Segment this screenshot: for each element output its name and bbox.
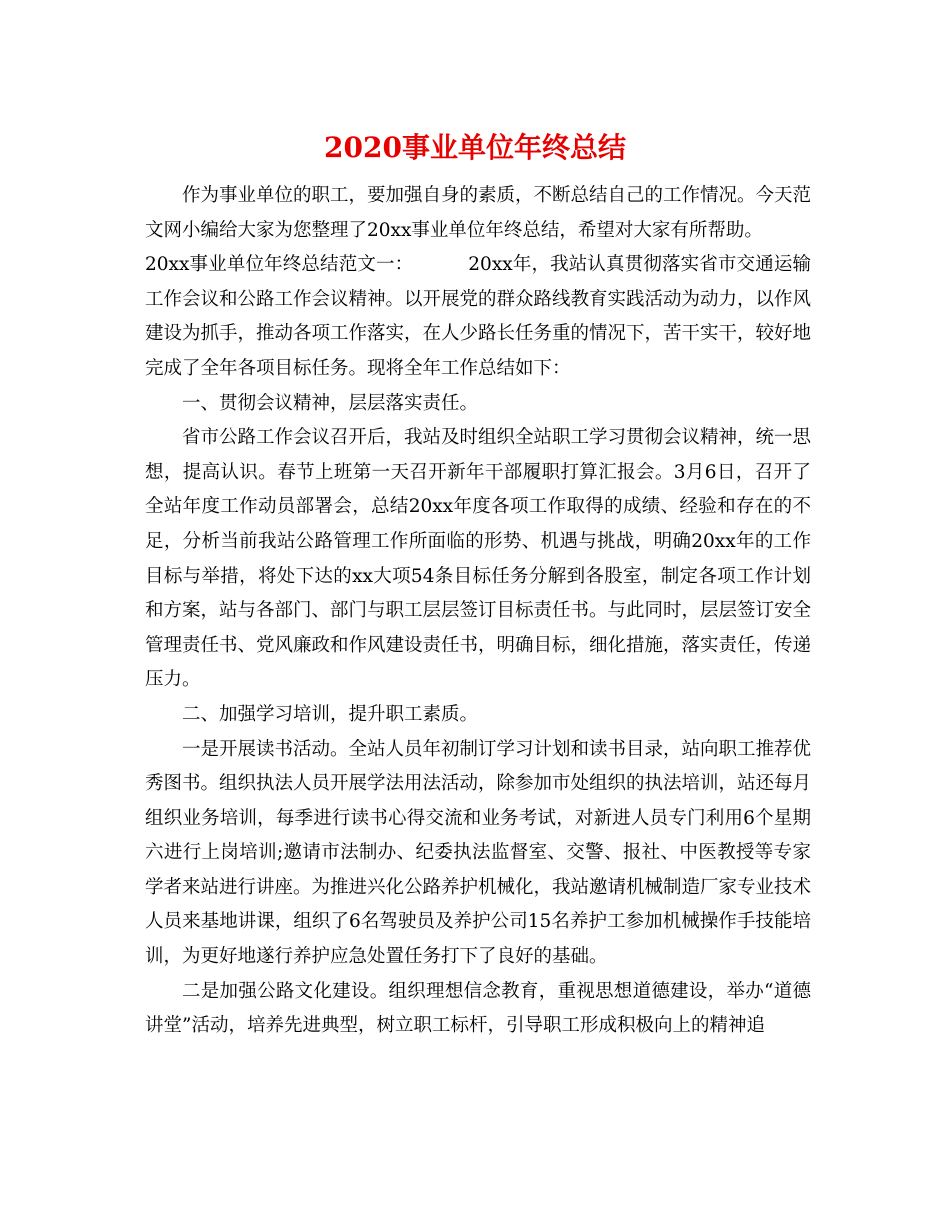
paragraph-heading-1: 一、贯彻会议精神，层层落实责任。 [182,392,479,414]
paragraph-body-1: 省市公路工作会议召开后，我站及时组织全站职工学习贯彻会议精神，统一思想，提高认识。春节上班第一天召开新年干部履职打算汇报会。3月6日，召开了全站年度工作动员部署会，总结20xx年度各项工作取得的成绩、经验和存在的不足，分析当前我站公路管理工作所面临的形势、机遇与挑战，明确20xx年的工作目标与举措，将处下达的xx大项54条目标任务分解到各股室，制定各项工作计划和方案，站与各部门、部门与职工层层签订目标责任书。与此同时，层层签订安全管理责任书、党风廉政和作风建设责任书，明确目标，细化措施，落实责任，传递压力。 [145,427,812,691]
intro-text: 作为事业单位的职工，要加强自身的素质，不断总结自己的工作情况。今天范文网小编给大家为您整理了20xx事业单位年终总结，希望对大家有所帮助。 [145,185,812,241]
paragraph-intro [145,179,811,248]
paragraph-body-2: 一是开展读书活动。全站人员年初制订学习计划和读书目录，站向职工推荐优秀图书。组织执法人员开展学法用法活动，除参加市处组织的执法培训，站还每月组织业务培训，每季进行读书心得交流和业务考试，对新进人员专门利用6个星期六进行上岗培训;邀请市法制办、纪委执法监督室、交警、报社、中医教授等专家学者来站进行讲座。为推进兴化公路养护机械化，我站邀请机械制造厂家专业技术人员来基地讲课，组织了6名驾驶员及养护公司15名养护工参加机械操作手技能培训，为更好地遂行养护应急处置任务打下了良好的基础。 [145,738,812,968]
document-body [145,179,811,1044]
paragraph-heading-2: 二、加强学习培训，提升职工素质。 [182,703,479,725]
sample-heading: 20xx事业单位年终总结范文一： [145,254,414,276]
paragraph-body-3: 二是加强公路文化建设。组织理想信念教育，重视思想道德建设，举办“道德讲堂”活动，培养先进典型，树立职工标杆，引导职工形成积极向上的精神追 [145,980,811,1037]
paragraph-section-heading-and-summary [145,248,811,386]
summary-text: 20xx年，我站认真贯彻落实省市交通运输工作会议和公路工作会议精神。以开展党的群众路线教育实践活动为动力，以作风建设为抓手，推动各项工作落实，在人少路长任务重的情况下，苦干实干，较好地完成了全年各项目标任务。现将全年工作总结如下： [145,254,812,379]
document-title: 2020事业单位年终总结 [324,131,626,164]
